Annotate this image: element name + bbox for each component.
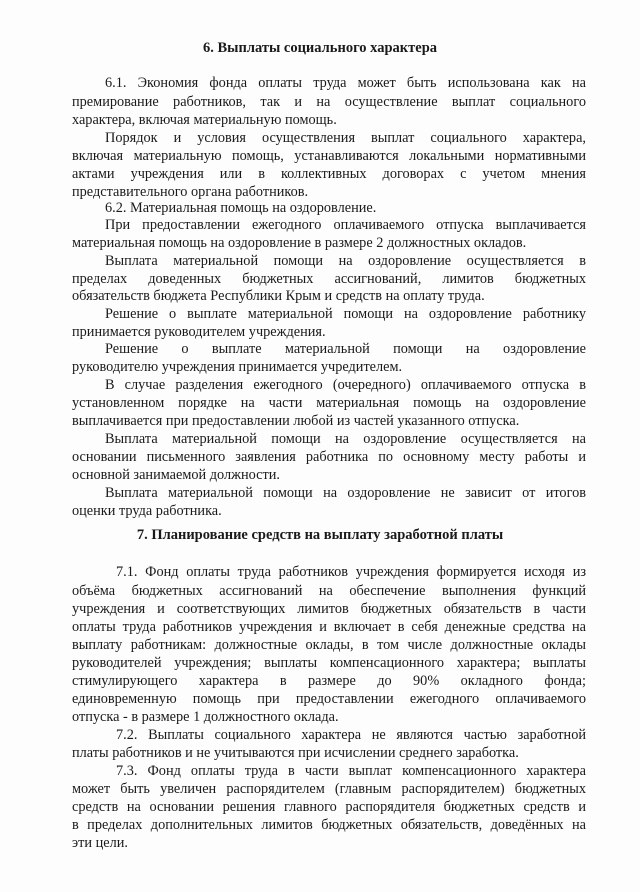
- section6-text-line: 6.1. Экономия фонда оплаты труда может быть использована как на: [105, 75, 586, 91]
- section7-text-line: отпуска - в размере 1 должностного оклада.: [72, 709, 339, 725]
- section6-text-line: Выплата материальной помощи на оздоровление не зависит от итогов: [105, 485, 586, 501]
- section6-text-line: Решение о выплате материальной помощи на оздоровление работнику: [105, 306, 586, 322]
- section7-text-line: 7.1. Фонд оплаты труда работников учреждения формируется исходя из: [116, 564, 586, 580]
- section7-text-line: 7.3. Фонд оплаты труда в части выплат компенсационного характера: [116, 763, 586, 779]
- section-7-heading: 7. Планирование средств на выплату заработной платы: [136, 527, 504, 543]
- section6-text-line: выплачивается при предоставлении любой из частей указанного отпуска.: [72, 413, 520, 429]
- section7-text-line: средств на основании решения главного распорядителя бюджетных средств и: [72, 799, 586, 815]
- section6-text-line: При предоставлении ежегодного оплачиваемого отпуска выплачивается: [105, 217, 586, 233]
- section6-text-line: принимается руководителем учреждения.: [72, 324, 326, 340]
- section6-text-line: основании письменного заявления работника по основному месту работы и: [72, 449, 586, 465]
- section6-text-line: установленном порядке на части материальная помощь на оздоровление: [72, 395, 586, 411]
- section-6-heading: 6. Выплаты социального характера: [202, 40, 438, 56]
- section7-text-line: руководителей учреждения; выплаты компенсационного характера; выплаты: [72, 655, 586, 671]
- section7-text-line: 7.2. Выплаты социального характера не являются частью заработной: [116, 727, 586, 743]
- section7-text-line: может быть увеличен распорядителем (главным распорядителем) бюджетных: [72, 781, 586, 797]
- section6-text-line: 6.2. Материальная помощь на оздоровление.: [105, 200, 377, 216]
- section6-text-line: обязательств бюджета Республики Крым и средств на оплату труда.: [72, 288, 485, 304]
- section7-text-line: единовременную помощь при предоставлении ежегодного оплачиваемого: [72, 691, 586, 707]
- section6-text-line: пределах доведенных бюджетных ассигнований, лимитов бюджетных: [72, 271, 586, 287]
- section7-text-line: в пределах дополнительных лимитов бюджетных обязательств, доведённых на: [72, 817, 586, 833]
- section6-text-line: включая материальную помощь, устанавливаются локальными нормативными: [72, 148, 586, 164]
- section7-text-line: платы работников и не учитываются при исчислении среднего заработка.: [72, 745, 519, 761]
- section7-text-line: учреждения и соответствующих лимитов бюджетных обязательств в части: [72, 601, 586, 617]
- section7-text-line: объёма бюджетных ассигнований на обеспечение выполнения функций: [72, 583, 586, 599]
- section6-text-line: Выплата материальной помощи на оздоровление осуществляется в: [105, 253, 586, 269]
- section6-text-line: премирование работников, так и на осуществление выплат социального: [72, 94, 586, 110]
- section6-text-line: основной занимаемой должности.: [72, 467, 281, 483]
- section6-text-line: руководителю учреждения принимается учредителем.: [72, 359, 403, 375]
- section7-text-line: оплаты труда работников учреждения и включает в себя денежные средства на: [72, 619, 586, 635]
- section6-text-line: оценки труда работника.: [72, 503, 222, 519]
- section6-text-line: Решение о выплате материальной помощи на оздоровление: [105, 341, 586, 357]
- section6-text-line: представительного органа работников.: [72, 184, 309, 200]
- section7-text-line: стимулирующего характера в размере до 90% окладного фонда;: [72, 673, 586, 689]
- section6-text-line: Порядок и условия осуществления выплат социального характера,: [105, 130, 586, 146]
- section6-text-line: характера, включая материальную помощь.: [72, 112, 337, 128]
- section6-text-line: Выплата материальной помощи на оздоровление осуществляется на: [105, 431, 586, 447]
- section7-text-line: выплату работникам: должностные оклады, в том числе должностные оклады: [72, 637, 586, 653]
- section6-text-line: В случае разделения ежегодного (очередного) оплачиваемого отпуска в: [105, 377, 586, 393]
- section6-text-line: актами учреждения или в коллективных договорах с учетом мнения: [72, 166, 586, 182]
- section6-text-line: материальная помощь на оздоровление в размере 2 должностных окладов.: [72, 235, 527, 251]
- section7-text-line: эти цели.: [72, 835, 128, 851]
